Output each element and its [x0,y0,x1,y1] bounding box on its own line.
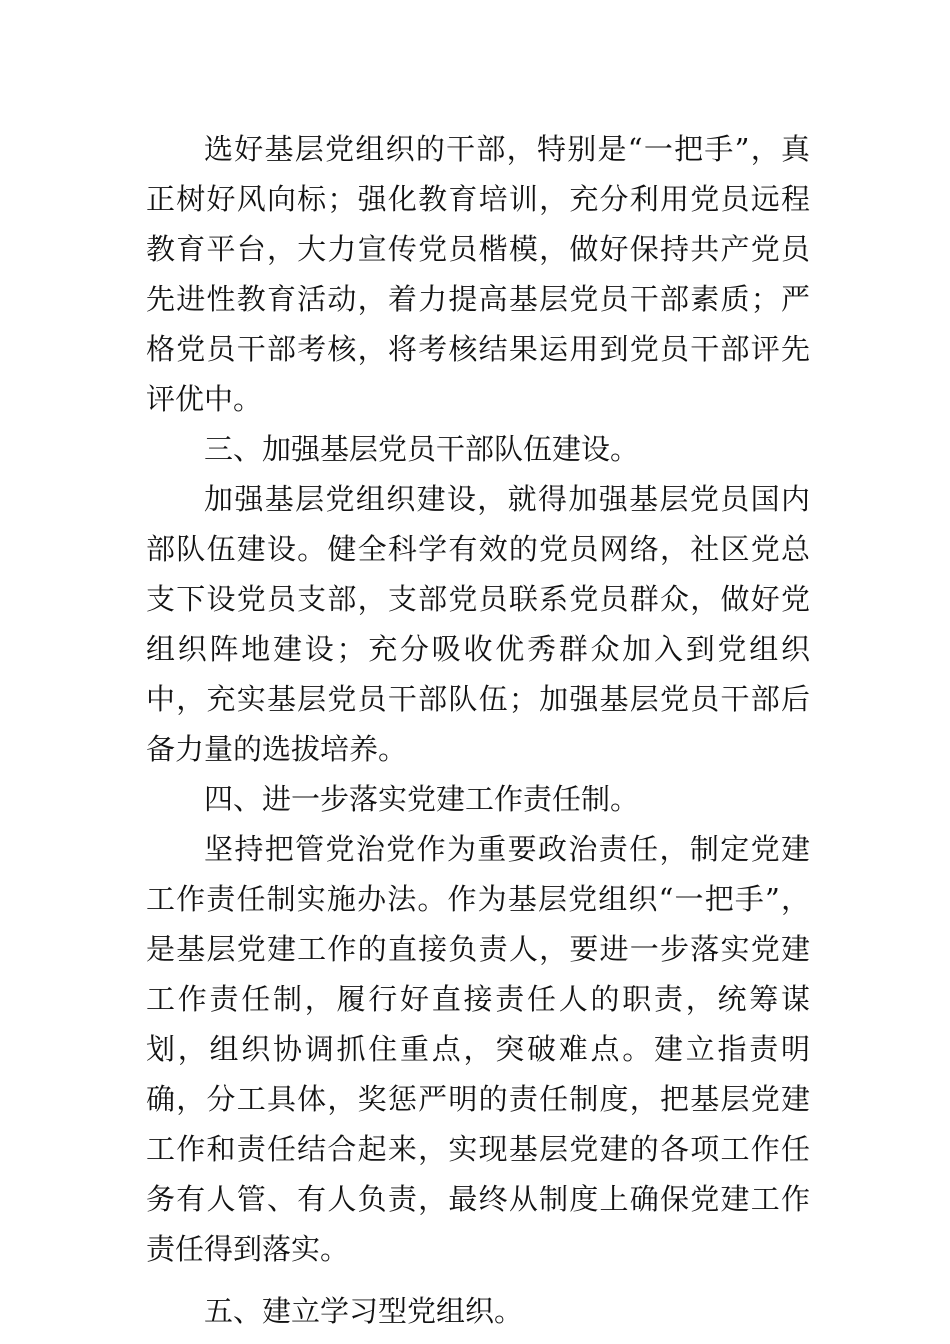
paragraph-responsibility-system: 坚持把管党治党作为重要政治责任，制定党建工作责任制实施办法。作为基层党组织“一把手”，是基层党建工作的直接负责人，要进一步落实党建工作责任制，履行好直接责任人的职责，统筹谋划，组织协调抓住重点，突破难点。建立指责明确，分工具体，奖惩严明的责任制度，把基层党建工作和责任结合起来，实现基层党建的各项工作任务有人管、有人负责，最终从制度上确保党建工作责任得到落实。 [146,832,810,1266]
section-heading-three: 三、加强基层党员干部队伍建设。 [204,432,640,466]
section-heading-five: 五、建立学习型党组织。 [204,1294,524,1328]
section-heading-four: 四、进一步落实党建工作责任制。 [204,782,640,816]
paragraph-cadre-selection: 选好基层党组织的干部，特别是“一把手”，真正树好风向标；强化教育培训，充分利用党员远程教育平台，大力宣传党员楷模，做好保持共产党员先进性教育活动，着力提高基层党员干部素质；严格党员干部考核，将考核结果运用到党员干部评先评优中。 [146,132,810,416]
paragraph-team-building: 加强基层党组织建设，就得加强基层党员国内部队伍建设。健全科学有效的党员网络，社区党总支下设党员支部，支部党员联系党员群众，做好党组织阵地建设；充分吸收优秀群众加入到党组织中，充实基层党员干部队伍；加强基层党员干部后备力量的选拔培养。 [146,482,810,766]
document-body [146,124,810,1336]
